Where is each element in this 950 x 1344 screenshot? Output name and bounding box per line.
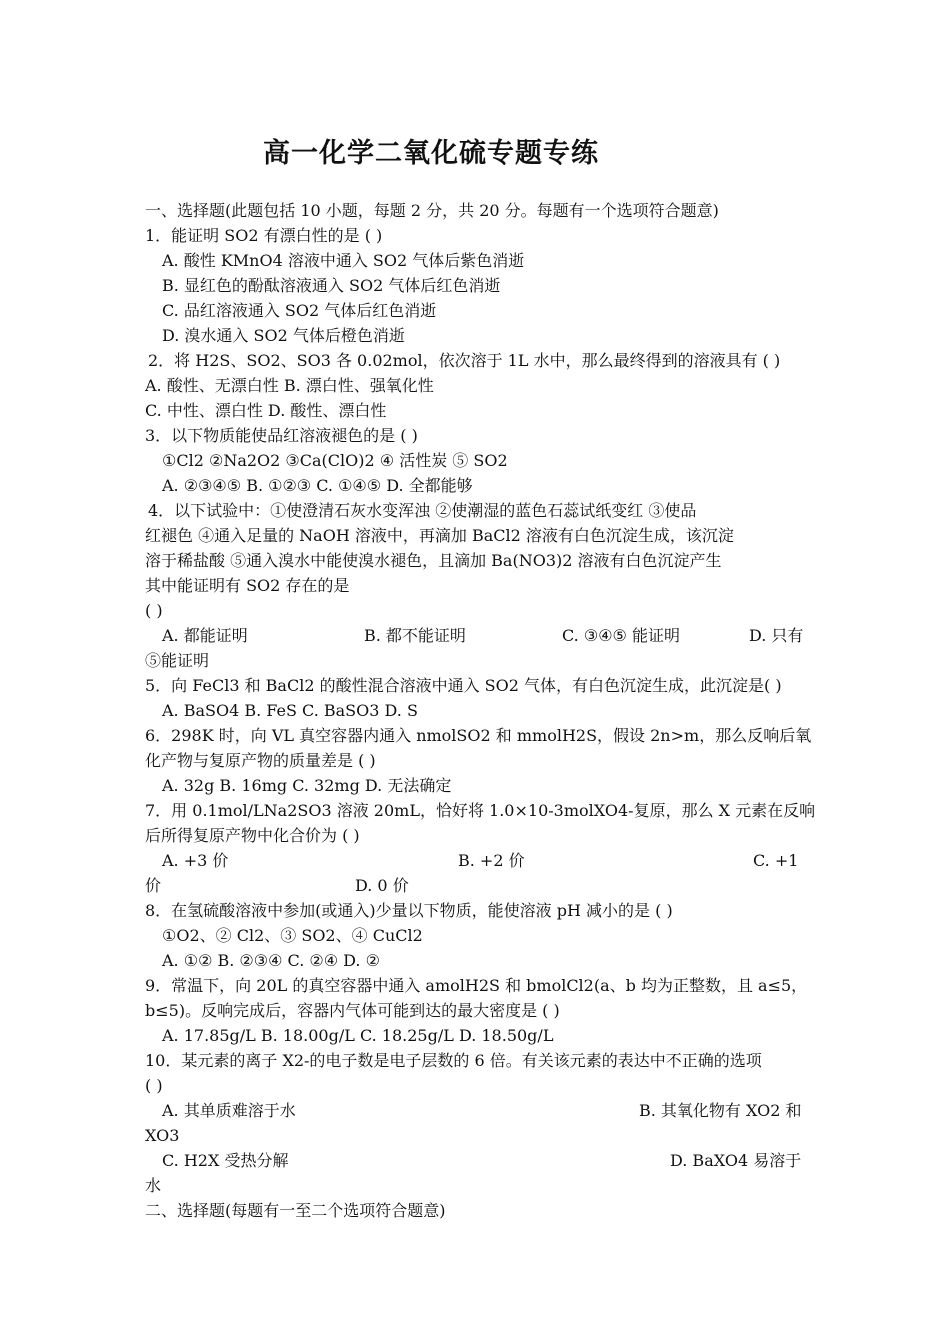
question-4-options (145, 623, 810, 648)
question-7-options (145, 848, 810, 873)
question-9-line-1: 9．常温下，向 20L 的真空容器中通入 amolH2S 和 bmolCl2(a、b 均为正整数，且 a≤5， (145, 976, 808, 995)
question-10-option-d-cont: 水 (145, 1176, 162, 1195)
question-8-options: A. ①② B. ②③④ C. ②④ D. ② (162, 951, 380, 970)
question-4-answer-paren: ( ) (145, 601, 163, 620)
question-7-option-b: B. +2 价 (458, 851, 525, 870)
question-5-options: A. BaSO4 B. FeS C. BaSO3 D. S (162, 701, 418, 720)
question-4-line-3: 溶于稀盐酸 ⑤通入溴水中能使溴水褪色，且滴加 Ba(NO3)2 溶液有白色沉淀产生 (145, 551, 722, 570)
question-2-options-cd: C. 中性、漂白性 D. 酸性、漂白性 (145, 401, 387, 420)
question-4-option-d-cont: ⑤能证明 (145, 651, 210, 670)
question-4-line-4: 其中能证明有 SO2 存在的是 (145, 576, 350, 595)
question-1-option-d: D. 溴水通入 SO2 气体后橙色消逝 (162, 326, 405, 345)
section-heading-2: 二、选择题(每题有一至二个选项符合题意) (145, 1201, 446, 1220)
question-1-stem: 1．能证明 SO2 有漂白性的是 ( ) (145, 226, 383, 245)
question-10-option-a: A. 其单质难溶于水 (162, 1101, 296, 1120)
question-1-option-a: A. 酸性 KMnO4 溶液中通入 SO2 气体后紫色消逝 (162, 251, 525, 270)
question-5-stem: 5．向 FeCl3 和 BaCl2 的酸性混合溶液中通入 SO2 气体，有白色沉淀生成，此沉淀是( ) (145, 676, 782, 695)
question-7-option-c-cont: 价 (145, 876, 162, 895)
question-10-answer-paren: ( ) (145, 1076, 163, 1095)
question-10-options-cd (145, 1148, 810, 1173)
question-7-line-1: 7．用 0.1mol/LNa2SO3 溶液 20mL，恰好将 1.0×10-3molXO4-复原，那么 X 元素在反响 (145, 801, 816, 820)
question-3-stem: 3．以下物质能使品红溶液褪色的是 ( ) (145, 426, 418, 445)
question-7-option-a: A. +3 价 (162, 851, 229, 870)
question-4-line-2: 红褪色 ④通入足量的 NaOH 溶液中，再滴加 BaCl2 溶液有白色沉淀生成，该沉淀 (145, 526, 734, 545)
question-7-option-d: D. 0 价 (355, 876, 409, 895)
question-10-option-d: D. BaXO4 易溶于 (670, 1151, 802, 1170)
question-4-line-1: 4．以下试验中：①使澄清石灰水变浑浊 ②使潮湿的蓝色石蕊试纸变红 ③使品 (148, 501, 697, 520)
question-6-line-1: 6．298K 时，向 VL 真空容器内通入 nmolSO2 和 mmolH2S，假设 2n>m，那么反响后氧 (145, 726, 812, 745)
question-8-stem: 8．在氢硫酸溶液中参加(或通入)少量以下物质，能使溶液 pH 减小的是 ( ) (145, 901, 673, 920)
question-6-options: A. 32g B. 16mg C. 32mg D. 无法确定 (162, 776, 452, 795)
question-9-options: A. 17.85g/L B. 18.00g/L C. 18.25g/L D. 18.50g/L (162, 1026, 554, 1045)
question-1-option-c: C. 品红溶液通入 SO2 气体后红色消逝 (162, 301, 437, 320)
question-2-options-ab: A. 酸性、无漂白性 B. 漂白性、强氧化性 (145, 376, 434, 395)
question-2-stem: 2．将 H2S、SO2、SO3 各 0.02mol，依次溶于 1L 水中，那么最终得到的溶液具有 ( ) (148, 351, 781, 370)
question-4-option-b: B. 都不能证明 (364, 626, 466, 645)
question-6-line-2: 化产物与复原产物的质量差是 ( ) (145, 751, 376, 770)
question-1-option-b: B. 显红色的酚酞溶液通入 SO2 气体后红色消逝 (162, 276, 501, 295)
page-title: 高一化学二氧化硫专题专练 (263, 138, 599, 169)
question-3-options: A. ②③④⑤ B. ①②③ C. ①④⑤ D. 全都能够 (162, 476, 473, 495)
question-8-items: ①O2、② Cl2、③ SO2、④ CuCl2 (162, 926, 423, 945)
question-10-option-b: B. 其氧化物有 XO2 和 (639, 1101, 802, 1120)
question-9-line-2: b≤5)。反响完成后，容器内气体可能到达的最大密度是 ( ) (145, 1001, 560, 1020)
question-4-option-c: C. ③④⑤ 能证明 (562, 626, 680, 645)
question-10-options-ab (145, 1098, 810, 1123)
section-heading-1: 一、选择题(此题包括 10 小题，每题 2 分，共 20 分。每题有一个选项符合题意) (145, 201, 719, 220)
question-7-option-c: C. +1 (753, 851, 799, 870)
question-10-option-c: C. H2X 受热分解 (162, 1151, 289, 1170)
question-3-items: ①Cl2 ②Na2O2 ③Ca(ClO)2 ④ 活性炭 ⑤ SO2 (162, 451, 508, 470)
question-4-option-a: A. 都能证明 (162, 626, 248, 645)
question-4-option-d: D. 只有 (749, 626, 804, 645)
question-7-line-2: 后所得复原产物中化合价为 ( ) (145, 826, 360, 845)
question-10-stem: 10．某元素的离子 X2-的电子数是电子层数的 6 倍。有关该元素的表达中不正确的选项 (145, 1051, 762, 1070)
question-10-option-b-cont: XO3 (145, 1126, 180, 1145)
question-7-options-cont (145, 873, 810, 898)
